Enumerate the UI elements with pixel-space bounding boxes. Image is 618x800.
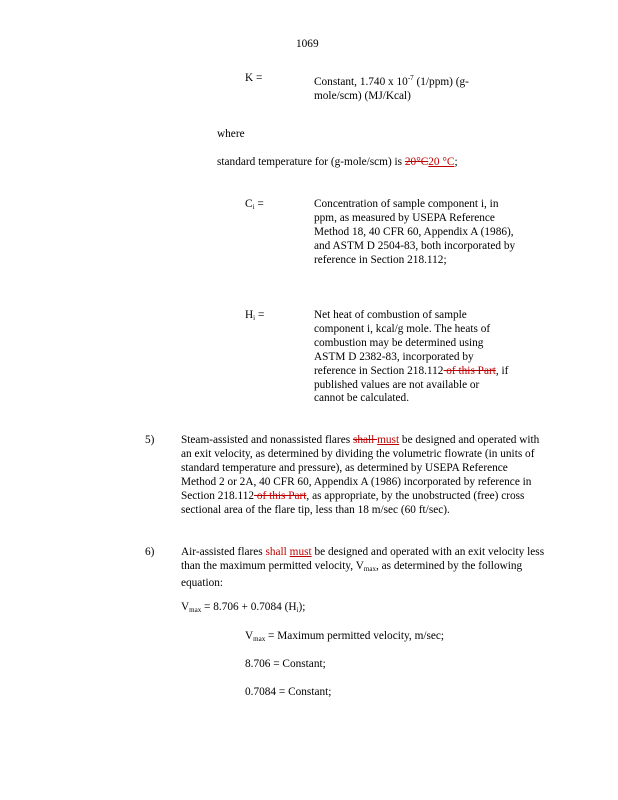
inserted-text: must	[289, 546, 312, 558]
standard-temperature-line: standard temperature for (g-mole/scm) is 20°C20 °C;	[217, 156, 458, 168]
hi-definition: Net heat of combustion of sample component i, kcal/g mole. The heats of combustion may be determined using ASTM D 2382-83, incorporated by reference in Section 218.112 of this Part, if published values are not available or cannot be calculated.	[314, 309, 509, 405]
k-definition: Constant, 1.740 x $10^{-7}$ (1/ppm) (g-mole/scm) (MJ/Kcal)	[314, 74, 469, 102]
constant-07084: 0.7084 = Constant;	[245, 686, 332, 698]
deleted-text: shall	[265, 546, 287, 558]
page-number: 1069	[296, 38, 319, 50]
vmax-definition: $V_{max}$ = Maximum permitted velocity, m/sec;	[245, 630, 445, 643]
item-6-text: Air-assisted flares shall must be designed and operated with an exit velocity less than the maximum permitted velocity, $V_{max}$, as determined by the following equation:	[181, 546, 545, 589]
item-5-number: 5)	[145, 434, 155, 446]
constant-8706: 8.706 = Constant;	[245, 658, 326, 670]
hi-symbol: $H_i$ =	[245, 309, 265, 322]
vmax-equation: $V_{max} = 8.706 + 0.7084$ $(H_i)$;	[181, 601, 306, 614]
item-5-text: Steam-assisted and nonassisted flares shall must be designed and operated with an exit velocity, as determined by dividing the volumetric flowrate (in units of standard temperature and pressure), as determined by USEPA Reference Method 2 or 2A, 40 CFR 60, Appendix A (1986) incorporated by reference in Section 218.112 of this Part, as appropriate, by the unobstructed (free) cross sectional area of the flare tip, less than 18 m/sec (60 ft/sec).	[181, 434, 540, 516]
inserted-text: must	[377, 434, 400, 446]
deleted-text: of this Part	[254, 489, 307, 502]
deleted-text: 20°C	[404, 156, 429, 168]
item-6-number: 6)	[145, 546, 155, 558]
deleted-text: of this Part	[443, 364, 496, 377]
ci-symbol: $C_i$ =	[245, 198, 264, 211]
where-label: where	[217, 128, 245, 140]
deleted-text: shall	[352, 434, 378, 446]
inserted-text: 20 °C	[428, 156, 455, 168]
ci-definition: Concentration of sample component i, in ppm, as measured by USEPA Reference Method 18, 40 CFR 60, Appendix A (1986), and ASTM D 2504-83, both incorporated by reference in Section 218.112;	[314, 198, 516, 266]
k-symbol: K =	[245, 72, 263, 84]
